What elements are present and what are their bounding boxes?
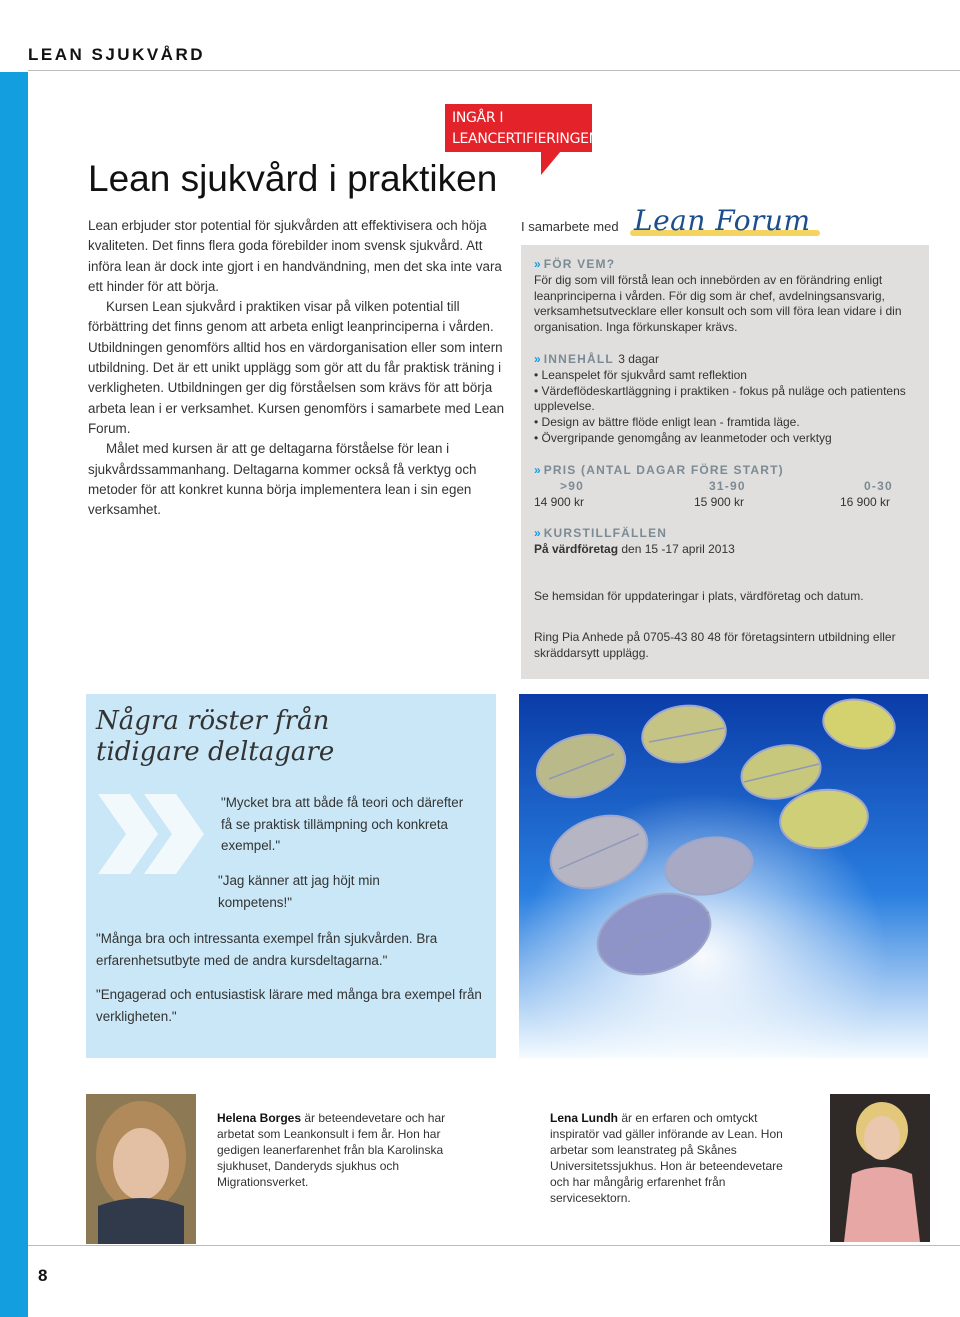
pills-photo — [519, 694, 928, 1058]
price-value: 15 900 kr — [694, 495, 745, 509]
for-vem-text: För dig som vill förstå lean och innebörden av en förändring enligt leanprinciperna i vården. För dig som är chef, avdelningsansvarig, verksamhetsutvecklare eller konsult och som vill föra lean vidare i din organisation. Inga förkunskaper krävs. — [534, 272, 902, 335]
chevron-icon: » — [534, 526, 541, 540]
price-tier-label: >90 — [560, 479, 584, 493]
header-divider — [28, 70, 960, 71]
body-paragraph-3: Målet med kursen är att ge deltagarna förståelse för lean i sjukvårdssammanhang. Deltagarna kommer också få verktyg och metoder för att konkret kunna börja implementera lean i sin egen verksamhet. — [88, 441, 477, 518]
chevron-icon: » — [534, 352, 541, 366]
section-innehall — [534, 352, 919, 447]
certification-badge — [445, 104, 599, 152]
chevron-icon: » — [534, 257, 541, 271]
course-info-box — [521, 245, 929, 679]
testimonial-quote: "Många bra och intressanta exempel från sjukvården. Bra erfarenhetsutbyte med de andra kursdeltagarna." — [96, 931, 438, 968]
testimonials-title: Några röster från tidigare deltagare — [96, 706, 335, 767]
price-value-row — [534, 495, 904, 511]
price-tier-row — [534, 479, 904, 495]
section-kurstillfallen — [534, 526, 919, 558]
badge-line-1: INGÅR I — [452, 110, 504, 126]
lena-lundh-photo — [830, 1094, 930, 1242]
innehall-duration: 3 dagar — [618, 352, 659, 366]
pris-heading: PRIS (ANTAL DAGAR FÖRE START) — [543, 463, 784, 477]
kurstillfallen-dates: den 15 -17 april 2013 — [621, 541, 735, 556]
kurstillfallen-contact: Ring Pia Anhede på 0705-43 80 48 för företagsintern utbildning eller skräddarsytt upplägg. — [534, 630, 896, 660]
kurstillfallen-place: På värdföretag — [534, 541, 619, 556]
person-bio-text: är beteendevetare och har arbetat som Leankonsult i fem år. Hon har gedigen leanerfarenhet från bla Karolinska sjukhuset, Danderyds sjukhus och Migrationsverket. — [217, 1111, 446, 1189]
innehall-item: • Värdeflödeskartläggning i praktiken - fokus på nuläge och patientens upplevelse. — [534, 384, 919, 416]
footer-divider — [28, 1245, 960, 1246]
kurstillfallen-heading: KURSTILLFÄLLEN — [543, 526, 668, 540]
testimonial-quote: "Engagerad och entusiastisk lärare med många bra exempel från verkligheten." — [96, 987, 482, 1024]
innehall-heading: INNEHÅLL — [543, 352, 614, 366]
innehall-list — [534, 368, 919, 447]
innehall-item: • Leanspelet för sjukvård samt reflektion — [534, 368, 919, 384]
testimonial-quote: "Jag känner att jag höjt min kompetens!" — [218, 873, 380, 910]
helena-borges-photo — [86, 1094, 196, 1244]
lean-forum-logo — [630, 206, 822, 240]
person-bio — [550, 1110, 805, 1206]
price-tier-label: 31-90 — [709, 479, 746, 493]
testimonial-quote: "Mycket bra att både få teori och därefter få se praktisk tillämpning och konkreta exempel." — [221, 795, 464, 853]
chevron-icon: » — [534, 463, 541, 477]
body-paragraph-2: Kursen Lean sjukvård i praktiken visar på vilken potential till förbättring det finns genom att arbeta enligt leanprinciperna i vården. Utbildningen genomförs alltid hos en värdorganisation eller som intern utbildning. Det är ett unikt upplägg som gör att du får praktisk träning i verkligheten. Utbildningen ger dig förståelsen som krävs för att börja arbeta lean i er verksamhet. Kursen genomförs i samarbete med Lean Forum. — [88, 299, 505, 436]
price-value: 14 900 kr — [534, 495, 585, 509]
person-bio-text: är en erfaren och omtyckt inspiratör vad gäller införande av Lean. Hon arbetar som leanstrateg på Skånes Universitetssjukhus. Hon är beteendevetare och har mångårig erfarenhet från servicesektorn. — [550, 1111, 783, 1205]
page-number: 8 — [38, 1266, 48, 1285]
page-title: Lean sjukvård i praktiken — [88, 158, 498, 199]
for-vem-heading: FÖR VEM? — [543, 257, 616, 271]
section-pris — [534, 463, 919, 509]
innehall-item: • Övergripande genomgång av leanmetoder och verktyg — [534, 431, 919, 447]
person-name: Helena Borges — [217, 1111, 302, 1125]
side-accent-bar — [0, 72, 28, 1317]
partner-label: I samarbete med — [521, 219, 619, 234]
double-chevron-icon — [98, 794, 208, 874]
innehall-item: • Design av bättre flöde enligt lean - framtida läge. — [534, 415, 919, 431]
price-value: 16 900 kr — [840, 495, 891, 509]
section-for-vem — [534, 257, 919, 336]
badge-line-2: LEANCERTIFIERINGEN — [452, 131, 599, 147]
price-tier-label: 0-30 — [864, 479, 893, 493]
testimonials-box — [86, 694, 496, 1058]
kurstillfallen-note: Se hemsidan för uppdateringar i plats, värdföretag och datum. — [534, 589, 864, 603]
body-paragraph-1: Lean erbjuder stor potential för sjukvården att effektivisera och höja kvaliteten. Det finns flera goda förebilder inom svensk sjukvård. Att införa lean är dock inte gjort i en handvändning, men det ska inte vara ett hinder för att börja. — [88, 218, 502, 294]
section-label: LEAN SJUKVÅRD — [28, 45, 206, 64]
body-text — [88, 216, 508, 520]
logo-text: Lean Forum — [634, 204, 811, 237]
badge-tail — [541, 151, 561, 175]
person-bio — [217, 1110, 467, 1190]
person-name: Lena Lundh — [550, 1111, 618, 1125]
